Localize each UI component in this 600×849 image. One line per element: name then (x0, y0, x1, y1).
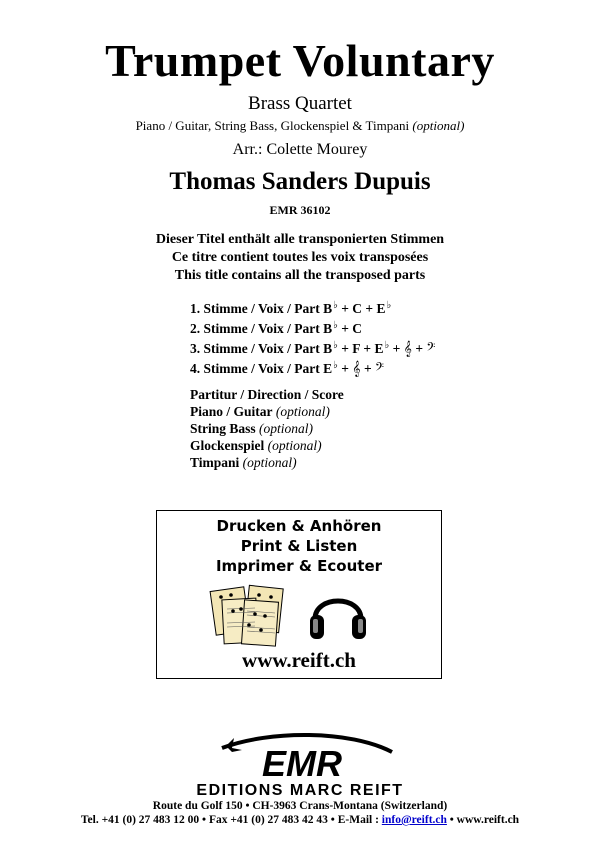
score-item: String Bass (optional) (190, 421, 314, 436)
notice-english: This title contains all the transposed parts (174, 268, 426, 283)
score-item: Piano / Guitar (optional) (190, 404, 330, 419)
print-listen-box (156, 510, 442, 679)
transposition-notice (0, 231, 600, 285)
arranger: Arr.: Colette Mourey (232, 141, 368, 158)
flat-sign: ♭ (386, 300, 392, 311)
score-item: Partitur / Direction / Score (190, 387, 344, 402)
instrumentation (0, 118, 600, 134)
logo-mark: EMR (262, 743, 342, 784)
promo-line-german: Drucken & Anhören (216, 517, 382, 535)
bass-clef-icon: 𝄢 (375, 361, 385, 377)
flat-sign: ♭ (333, 360, 338, 371)
email-link[interactable]: info@reift.ch (381, 814, 447, 826)
flat-sign: ♭ (333, 340, 338, 351)
parts-list (190, 296, 435, 376)
part-1: 1. Stimme / Voix / Part B♭ + C + E♭ (190, 300, 392, 316)
score-list (190, 386, 344, 471)
treble-clef-icon: 𝄞 (352, 361, 361, 377)
sheet-music-icon (209, 583, 285, 647)
instrument-list: Piano / Guitar, String Bass, Glockenspiel & Timpani (135, 118, 410, 133)
flat-sign: ♭ (333, 300, 338, 311)
bass-clef-icon: 𝄢 (426, 341, 436, 357)
part-4: 4. Stimme / Voix / Part E♭ + 𝄞 + 𝄢 (190, 360, 385, 377)
catalog-number: EMR 36102 (269, 203, 331, 217)
treble-clef-icon: 𝄞 (403, 341, 412, 357)
promo-line-french: Imprimer & Ecouter (215, 557, 383, 575)
score-item: Timpani (optional) (190, 455, 297, 470)
publisher-contact: Tel. +41 (0) 27 483 12 00 • Fax +41 (0) 27 483 42 43 • E-Mail : info@reift.ch • www.reift.ch (80, 814, 520, 826)
promo-line-english: Print & Listen (240, 537, 358, 555)
part-2: 2. Stimme / Voix / Part B♭ + C (190, 320, 363, 336)
flat-sign: ♭ (384, 340, 390, 351)
part-3: 3. Stimme / Voix / Part B♭ + F + E♭ + 𝄞 + 𝄢 (190, 340, 436, 357)
flat-sign: ♭ (333, 320, 338, 331)
notice-french: Ce titre contient toutes les voix transposées (171, 250, 429, 265)
publisher-name: EDITIONS MARC REIFT (196, 782, 404, 799)
page-title: Trumpet Voluntary (105, 35, 495, 86)
optional-note: (optional) (412, 118, 465, 133)
score-item: Glockenspiel (optional) (190, 438, 322, 453)
publisher-address: Route du Golf 150 • CH-3963 Crans-Montana (Switzerland) (152, 800, 448, 812)
headphones-icon (307, 583, 369, 643)
notice-german: Dieser Titel enthält alle transponierten Stimmen (155, 232, 445, 247)
subtitle: Brass Quartet (248, 93, 352, 114)
website-link[interactable]: www.reift.ch (242, 648, 356, 672)
composer: Thomas Sanders Dupuis (169, 168, 431, 195)
